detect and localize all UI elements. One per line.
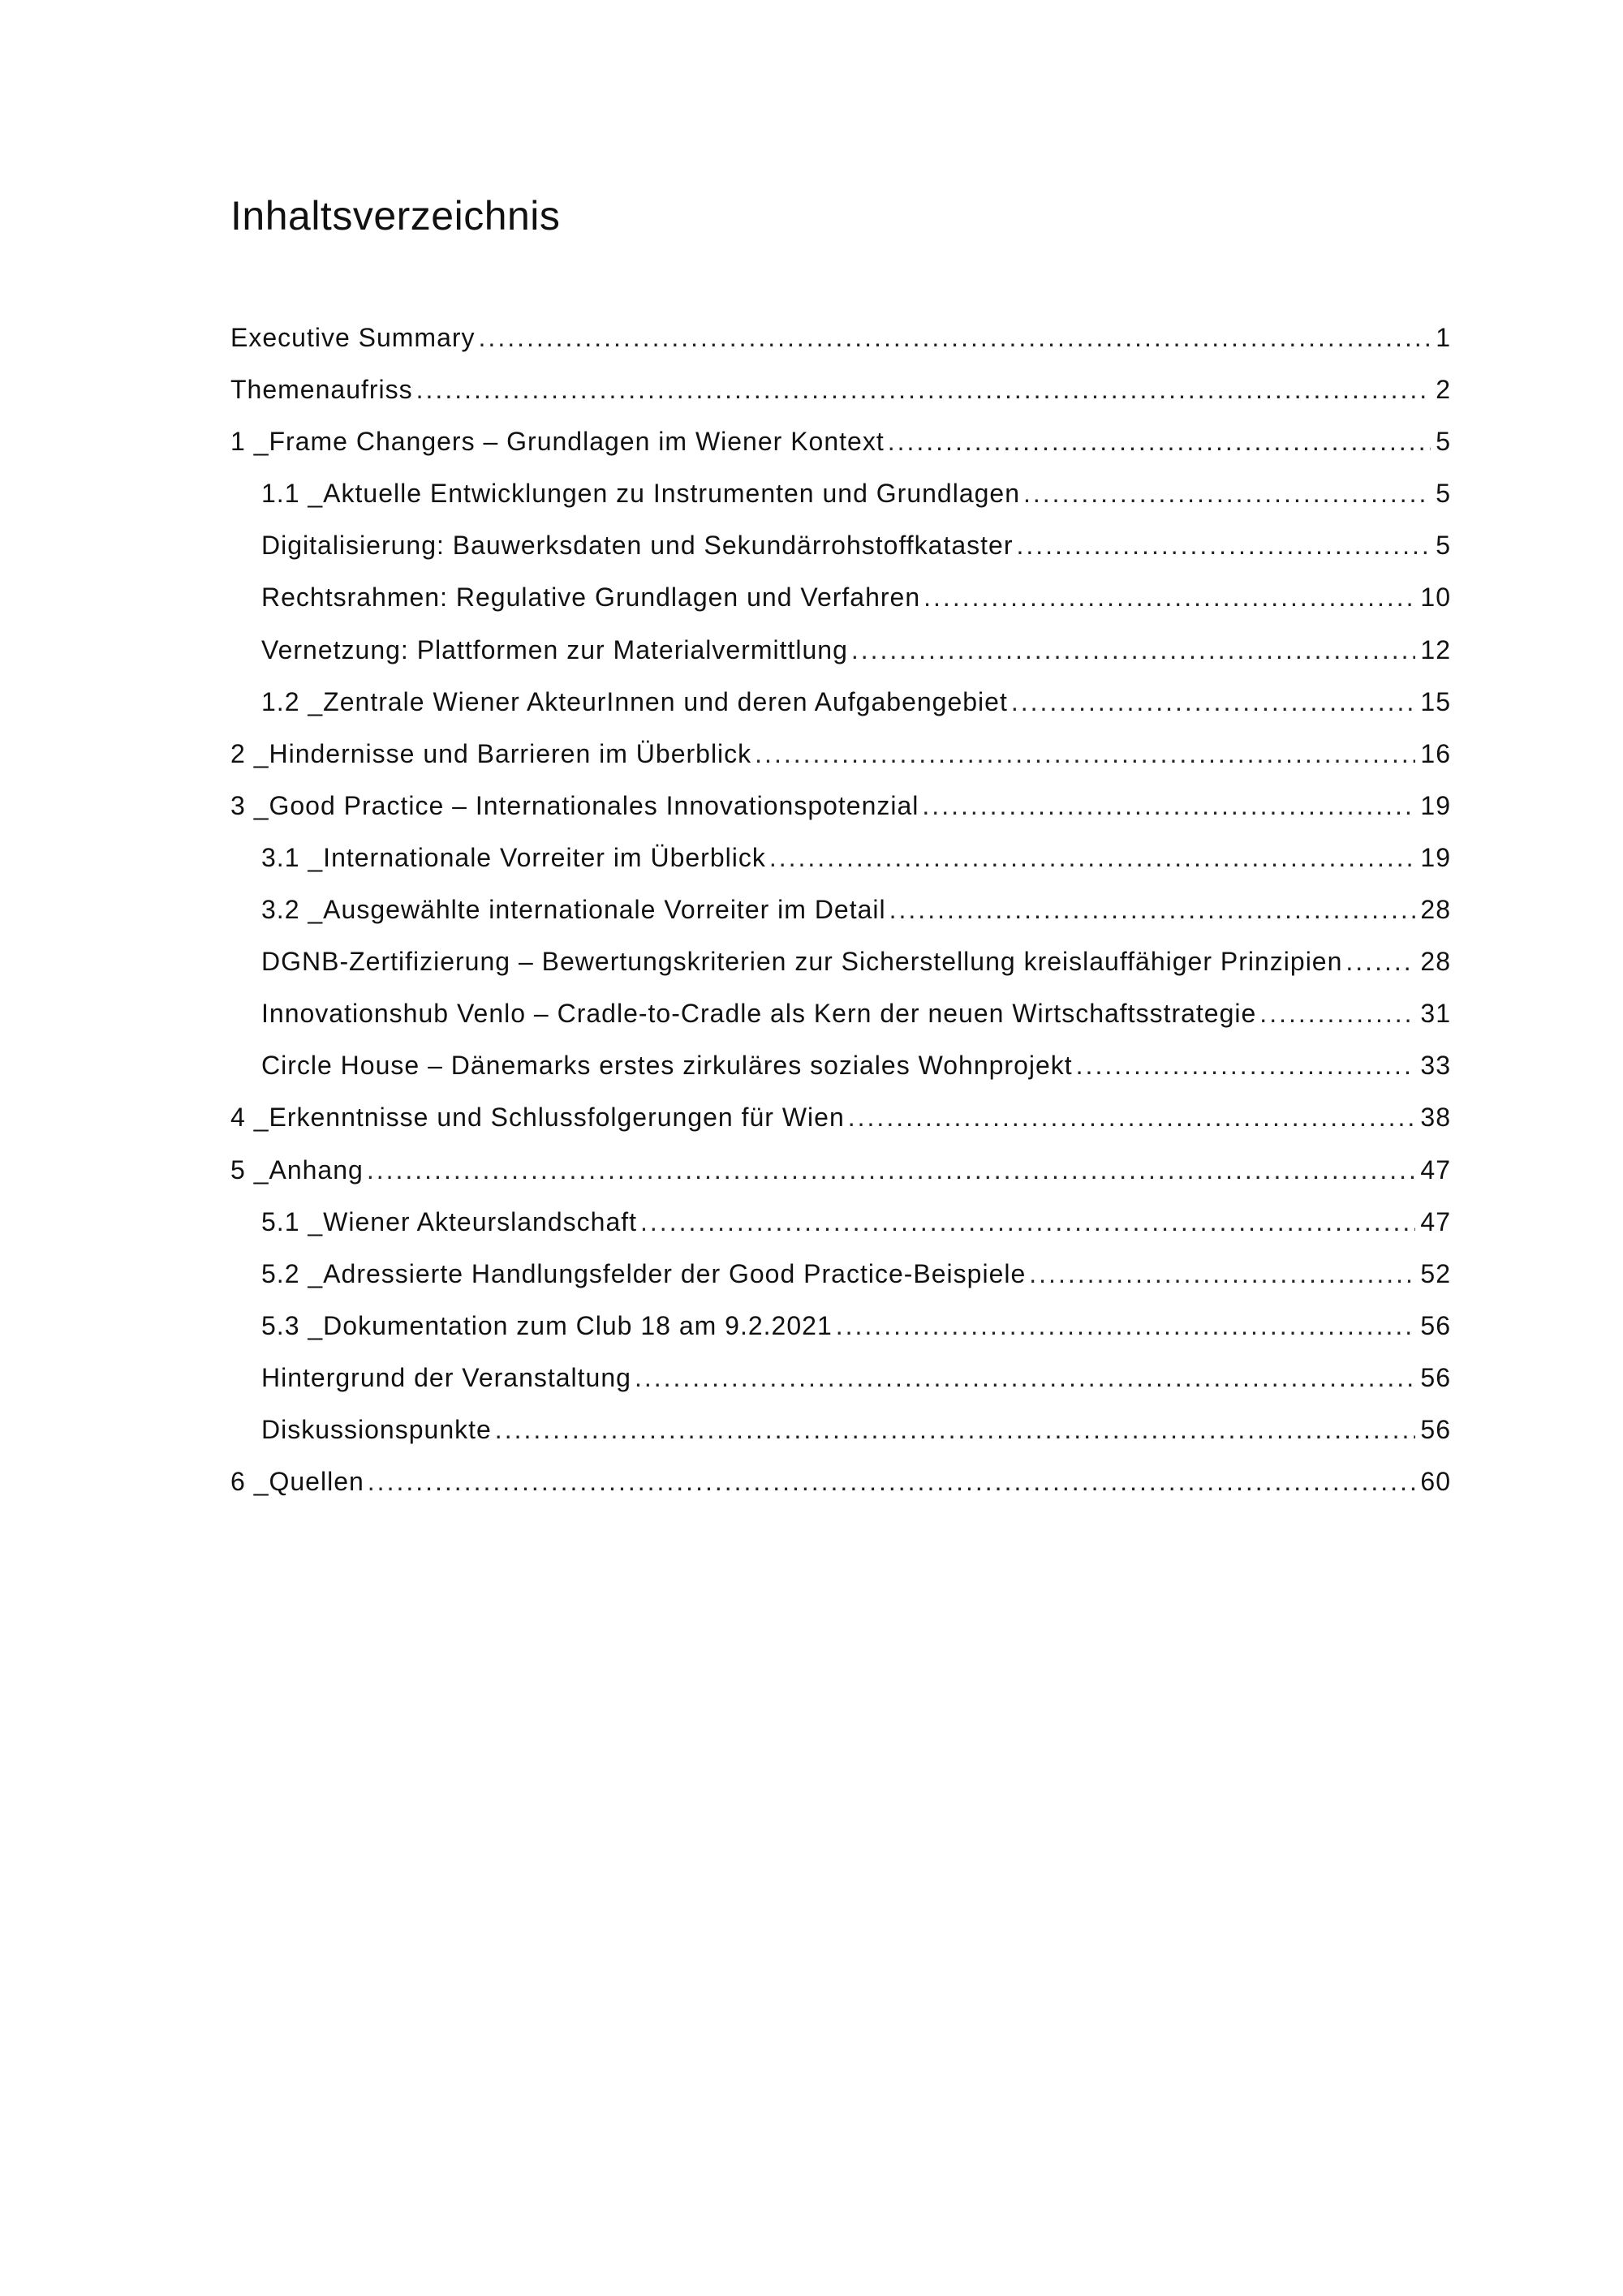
toc-entry[interactable] bbox=[230, 475, 1451, 527]
toc-entry[interactable] bbox=[230, 892, 1451, 944]
toc-page-number: 19 bbox=[1420, 842, 1451, 872]
toc-page-number: 31 bbox=[1420, 999, 1451, 1029]
toc-entry-title: 3 _Good Practice – Internationales Innovationspotenzial bbox=[230, 790, 919, 820]
toc-entry-title: Vernetzung: Plattformen zur Materialvermittlung bbox=[261, 634, 848, 664]
toc-leader-dots bbox=[479, 320, 1431, 355]
toc-leader-dots bbox=[1029, 1256, 1415, 1292]
toc-entry[interactable] bbox=[230, 944, 1451, 995]
toc-entry[interactable] bbox=[230, 995, 1451, 1047]
toc-leader-dots bbox=[848, 1099, 1416, 1135]
toc-leader-dots bbox=[1076, 1047, 1416, 1083]
toc-entry[interactable] bbox=[230, 1360, 1451, 1412]
toc-page-number: 52 bbox=[1420, 1258, 1451, 1288]
toc-entry-title: 5.3 _Dokumentation zum Club 18 am 9.2.2021 bbox=[261, 1310, 833, 1340]
toc-entry-title: 5 _Anhang bbox=[230, 1154, 364, 1185]
toc-entry-title: Themenaufriss bbox=[230, 375, 413, 405]
toc-page-number: 47 bbox=[1420, 1206, 1451, 1236]
toc-entry-title: 1 _Frame Changers – Grundlagen im Wiener Kontext bbox=[230, 427, 885, 457]
toc-leader-dots bbox=[1011, 684, 1416, 720]
toc-page-number: 56 bbox=[1420, 1414, 1451, 1444]
toc-page-number: 15 bbox=[1420, 686, 1451, 716]
toc-entry[interactable] bbox=[230, 736, 1451, 788]
toc-entry[interactable] bbox=[230, 1099, 1451, 1151]
toc-entry-title: Rechtsrahmen: Regulative Grundlagen und Verfahren bbox=[261, 583, 921, 613]
toc-entry-title: 5.2 _Adressierte Handlungsfelder der Good Practice-Beispiele bbox=[261, 1258, 1027, 1288]
toc-entry[interactable] bbox=[230, 1256, 1451, 1308]
toc-entry-title: 2 _Hindernisse und Barrieren im Überblick bbox=[230, 738, 752, 768]
toc-entry-title: 3.2 _Ausgewählte internationale Vorreiter im Detail bbox=[261, 895, 886, 925]
toc-leader-dots bbox=[1259, 995, 1415, 1031]
toc-entry-title: 5.1 _Wiener Akteurslandschaft bbox=[261, 1206, 638, 1236]
toc-entry[interactable] bbox=[230, 684, 1451, 736]
toc-entry[interactable] bbox=[230, 840, 1451, 892]
toc-page-number: 38 bbox=[1420, 1103, 1451, 1133]
toc-page-number: 56 bbox=[1420, 1362, 1451, 1392]
toc-entry-title: Executive Summary bbox=[230, 323, 476, 352]
toc-page-number: 19 bbox=[1420, 790, 1451, 820]
toc-entry[interactable] bbox=[230, 1047, 1451, 1099]
table-of-contents bbox=[230, 320, 1451, 1516]
toc-entry-title: Digitalisierung: Bauwerksdaten und Sekundärrohstoffkataster bbox=[261, 531, 1014, 561]
toc-leader-dots bbox=[889, 892, 1416, 927]
toc-page-number: 47 bbox=[1420, 1154, 1451, 1185]
toc-leader-dots bbox=[640, 1204, 1415, 1240]
toc-entry[interactable] bbox=[230, 1204, 1451, 1256]
toc-page-number: 10 bbox=[1420, 583, 1451, 613]
toc-entry[interactable] bbox=[230, 1308, 1451, 1360]
toc-page-number: 5 bbox=[1436, 479, 1451, 509]
toc-page-number: 1 bbox=[1436, 323, 1451, 352]
toc-leader-dots bbox=[1345, 944, 1415, 979]
toc-leader-dots bbox=[368, 1464, 1416, 1499]
toc-page-number: 28 bbox=[1420, 947, 1451, 977]
toc-leader-dots bbox=[1023, 475, 1431, 511]
toc-entry-title: 1.1 _Aktuelle Entwicklungen zu Instrumenten und Grundlagen bbox=[261, 479, 1020, 509]
toc-page-number: 28 bbox=[1420, 895, 1451, 925]
toc-leader-dots bbox=[836, 1308, 1416, 1344]
toc-page-number: 12 bbox=[1420, 634, 1451, 664]
toc-leader-dots bbox=[922, 788, 1415, 823]
toc-entry[interactable] bbox=[230, 579, 1451, 631]
toc-entry[interactable] bbox=[230, 424, 1451, 475]
toc-entry-title: Hintergrund der Veranstaltung bbox=[261, 1362, 631, 1392]
toc-leader-dots bbox=[1016, 527, 1431, 563]
toc-entry[interactable] bbox=[230, 1412, 1451, 1464]
page-title: Inhaltsverzeichnis bbox=[230, 193, 561, 239]
toc-leader-dots bbox=[851, 632, 1416, 668]
toc-leader-dots bbox=[755, 736, 1415, 772]
toc-page-number: 16 bbox=[1420, 738, 1451, 768]
toc-page-number: 60 bbox=[1420, 1467, 1451, 1497]
toc-leader-dots bbox=[635, 1360, 1415, 1395]
toc-entry[interactable] bbox=[230, 372, 1451, 424]
toc-leader-dots bbox=[888, 424, 1431, 459]
toc-entry[interactable] bbox=[230, 527, 1451, 579]
toc-entry-title: 4 _Erkenntnisse und Schlussfolgerungen für Wien bbox=[230, 1103, 845, 1133]
toc-entry-title: 1.2 _Zentrale Wiener AkteurInnen und deren Aufgabengebiet bbox=[261, 686, 1008, 716]
toc-page-number: 5 bbox=[1436, 427, 1451, 457]
toc-entry[interactable] bbox=[230, 788, 1451, 840]
toc-entry-title: 6 _Quellen bbox=[230, 1467, 364, 1497]
toc-entry[interactable] bbox=[230, 1152, 1451, 1204]
toc-leader-dots bbox=[769, 840, 1416, 875]
toc-entry-title: Diskussionspunkte bbox=[261, 1414, 492, 1444]
toc-entry[interactable] bbox=[230, 320, 1451, 372]
toc-leader-dots bbox=[367, 1152, 1416, 1188]
toc-leader-dots bbox=[923, 579, 1415, 615]
toc-entry-title: 3.1 _Internationale Vorreiter im Überblick bbox=[261, 842, 766, 872]
toc-entry[interactable] bbox=[230, 632, 1451, 684]
toc-entry-title: Innovationshub Venlo – Cradle-to-Cradle als Kern der neuen Wirtschaftsstrategie bbox=[261, 999, 1257, 1029]
toc-leader-dots bbox=[416, 372, 1431, 407]
toc-entry[interactable] bbox=[230, 1464, 1451, 1516]
toc-page-number: 33 bbox=[1420, 1051, 1451, 1081]
toc-page-number: 2 bbox=[1436, 375, 1451, 405]
toc-entry-title: Circle House – Dänemarks erstes zirkuläres soziales Wohnprojekt bbox=[261, 1051, 1073, 1081]
toc-leader-dots bbox=[495, 1412, 1416, 1447]
toc-entry-title: DGNB-Zertifizierung – Bewertungskriterien zur Sicherstellung kreislauffähiger Prinzipien bbox=[261, 947, 1343, 977]
toc-page-number: 56 bbox=[1420, 1310, 1451, 1340]
toc-page-number: 5 bbox=[1436, 531, 1451, 561]
